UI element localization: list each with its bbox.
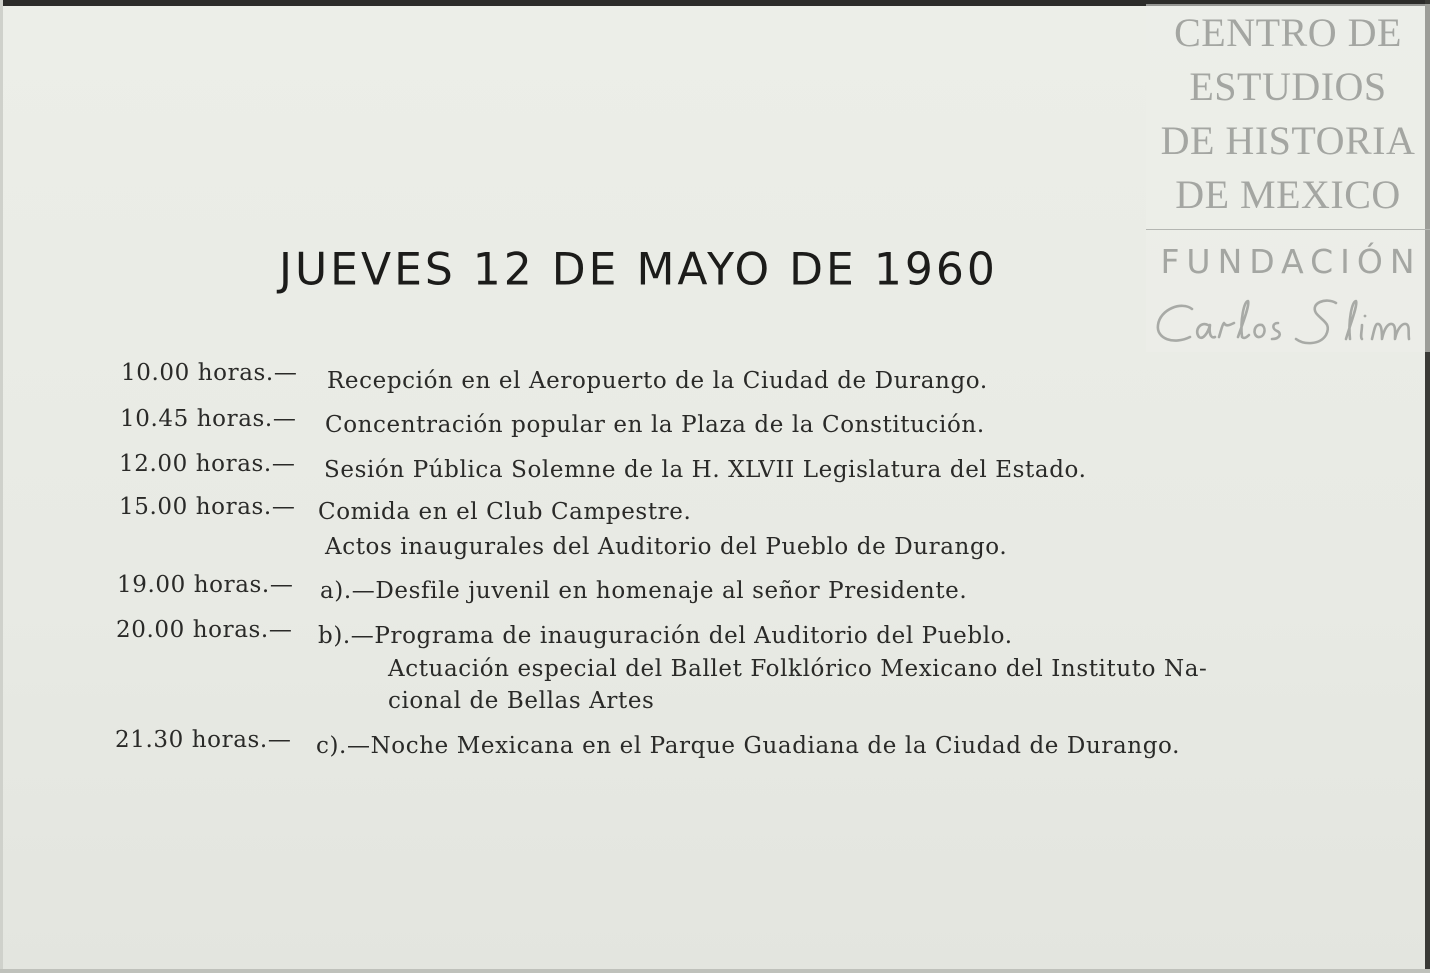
watermark-line: ESTUDIOS [1189,64,1387,109]
document-title: JUEVES 12 DE MAYO DE 1960 [279,243,998,296]
schedule-text: cional de Bellas Artes [388,688,655,714]
watermark-line: DE MEXICO [1175,172,1401,217]
schedule-time: 15.00 horas.— [119,494,296,520]
schedule-text: b).—Programa de inauguración del Auditorio del Pueblo. [318,623,1013,649]
schedule-text: Sesión Pública Solemne de la H. XLVII Legislatura del Estado. [324,457,1087,483]
schedule-time: 21.30 horas.— [115,727,292,753]
watermark-line: CENTRO DE [1174,10,1402,55]
watermark-line: DE HISTORIA [1160,118,1416,163]
watermark-fundacion: FUNDACIÓN [1160,242,1422,281]
schedule-text: Comida en el Club Campestre. [318,499,692,525]
schedule-text: c).—Noche Mexicana en el Parque Guadiana de la Ciudad de Durango. [316,733,1180,759]
schedule-text: Recepción en el Aeropuerto de la Ciudad de Durango. [327,368,988,394]
schedule-time: 12.00 horas.— [119,451,296,477]
schedule-time: 20.00 horas.— [116,617,293,643]
schedule-time: 19.00 horas.— [117,572,294,598]
schedule-text: Actuación especial del Ballet Folklórico Mexicano del Instituto Na- [388,656,1208,682]
schedule-text: Actos inaugurales del Auditorio del Pueblo de Durango. [325,534,1008,560]
schedule-text: Concentración popular en la Plaza de la Constitución. [325,412,985,438]
schedule-text: a).—Desfile juvenil en homenaje al señor Presidente. [320,578,968,604]
schedule-time: 10.45 horas.— [120,406,297,432]
schedule-time: 10.00 horas.— [121,360,298,386]
